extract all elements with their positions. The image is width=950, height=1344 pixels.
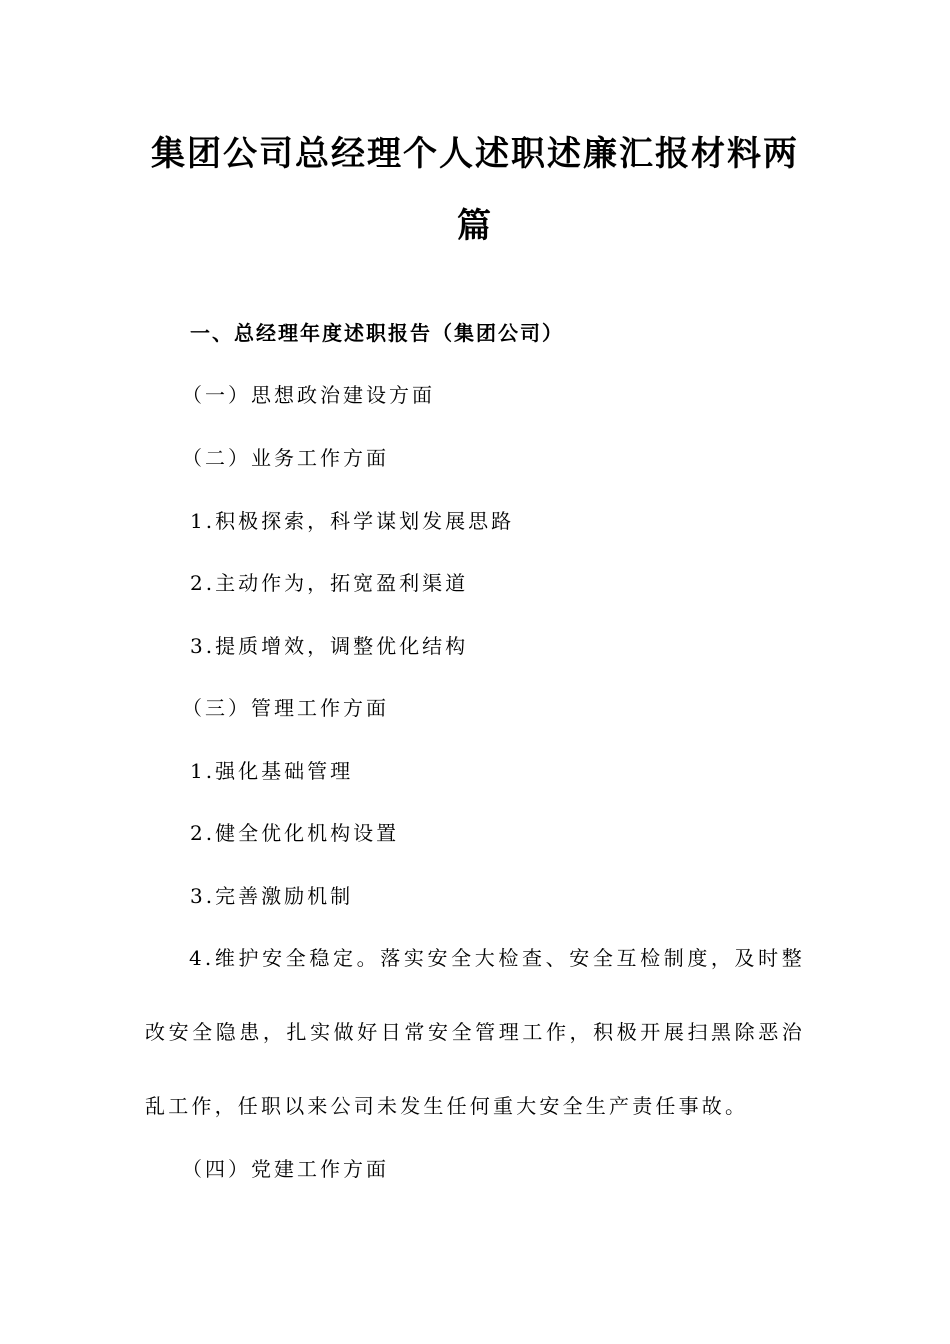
list-item: 2.主动作为，拓宽盈利渠道 [190,571,469,595]
list-item: 1.积极探索，科学谋划发展思路 [190,509,515,533]
section-heading: 一、总经理年度述职报告（集团公司） [190,321,564,345]
document-title-line-1: 集团公司总经理个人述职述廉汇报材料两 [151,134,799,174]
body-paragraph: 4.维护安全稳定。落实安全大检查、安全互检制度，及时整改安全隐患，扎实做好日常安全管理工作，积极开展扫黑除恶治乱工作，任职以来公司未发生任何重大安全生产责任事故。 [145,946,805,1118]
list-item: 2.健全优化机构设置 [190,821,400,845]
subsection-heading: （三）管理工作方面 [182,696,389,720]
subsection-heading: （二）业务工作方面 [182,446,389,470]
list-item: 3.提质增效，调整优化结构 [190,634,469,658]
subsection-heading: （一）思想政治建设方面 [182,383,435,407]
list-item: 1.强化基础管理 [190,759,354,783]
list-item: 3.完善激励机制 [190,884,354,908]
document-title-line-2: 篇 [457,206,493,246]
subsection-heading: （四）党建工作方面 [182,1157,389,1181]
